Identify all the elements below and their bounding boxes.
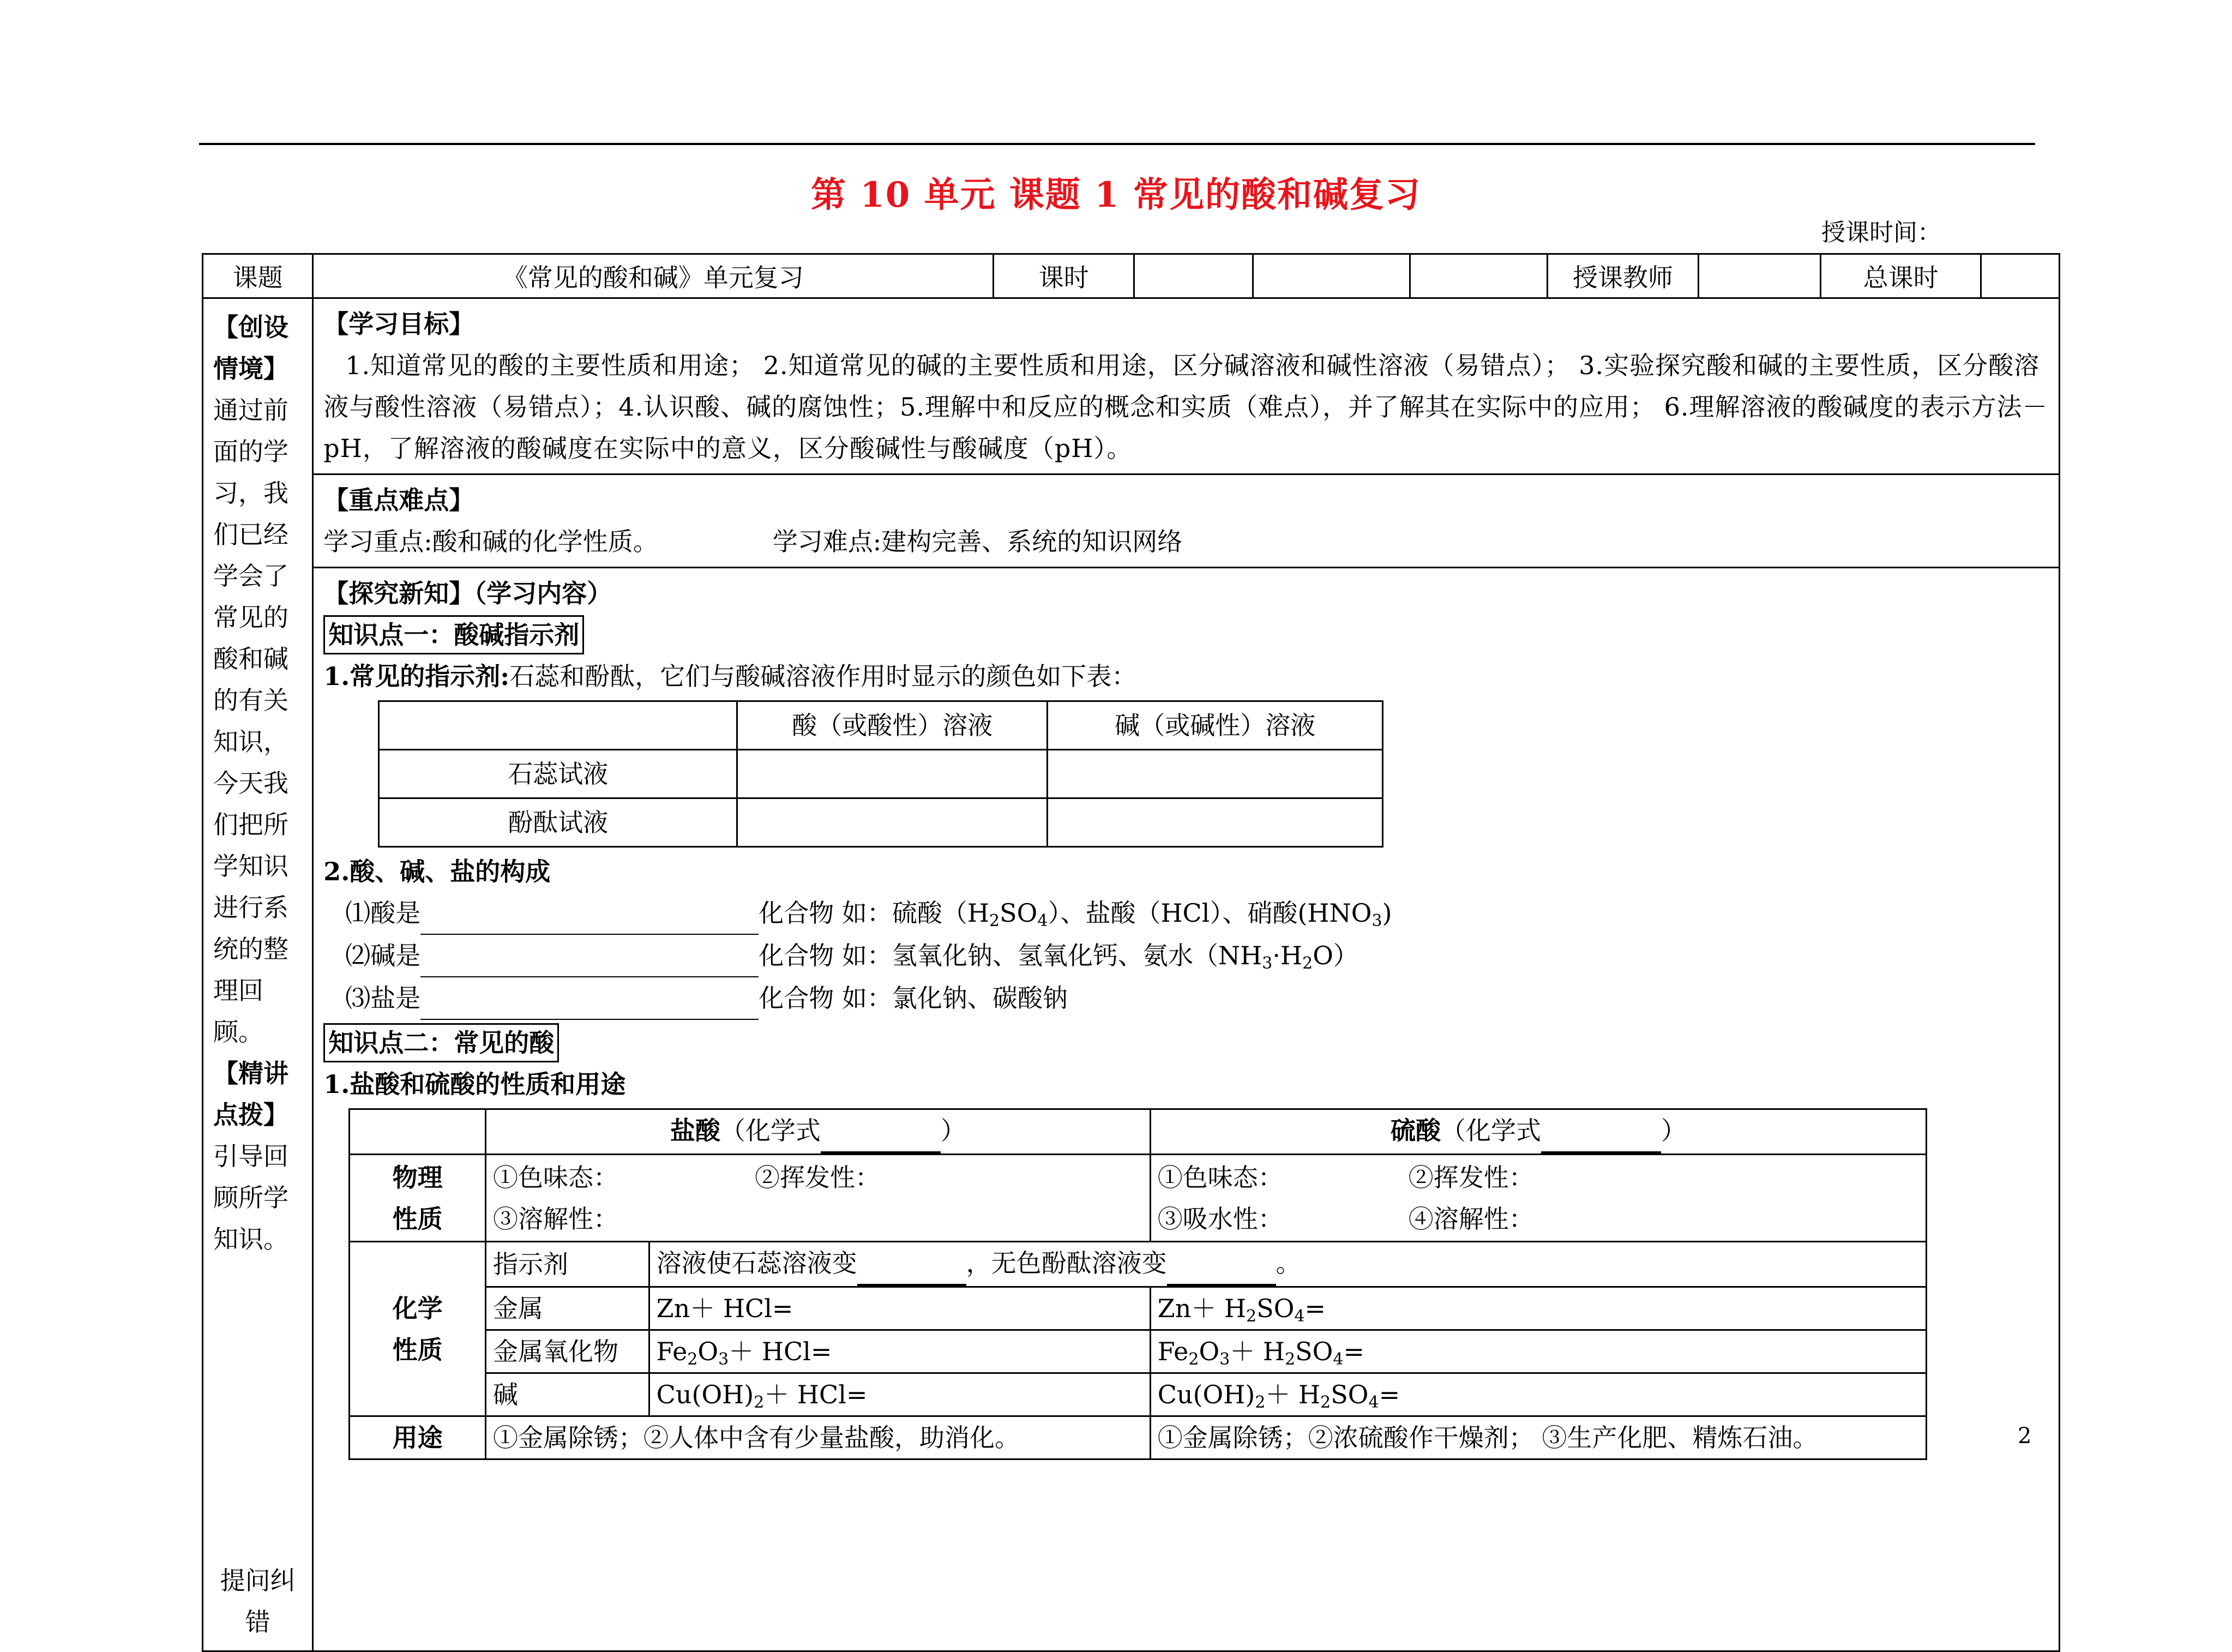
teacher-label: 授课教师 xyxy=(1547,254,1699,298)
knowledge-point-2: 知识点二：常见的酸 xyxy=(323,1023,559,1062)
indicator-content: 溶液使石蕊溶液变 ，无色酚酞溶液变 。 xyxy=(649,1242,1927,1287)
indicator-cell xyxy=(737,750,1048,798)
use-row xyxy=(350,1416,1927,1459)
composition-question: 2.酸、碱、盐的构成 xyxy=(323,857,551,886)
metal-h2so4: $Zn+ H_2SO_4=$ xyxy=(1150,1287,1926,1330)
content-row xyxy=(203,298,2060,1651)
knowledge-point-1: 知识点一：酸碱指示剂 xyxy=(323,615,584,654)
use-label: 用途 xyxy=(350,1416,486,1459)
guidance-text: 引导回顾所学知识。 xyxy=(213,1142,288,1254)
use-h2so4: ①金属除锈；②浓硫酸作干燥剂； ③生产化肥、精炼石油。 xyxy=(1150,1416,1926,1459)
indicator-cell xyxy=(1048,798,1383,847)
indicator-label: 指示剂 xyxy=(485,1242,649,1287)
oxide-label: 金属氧化物 xyxy=(485,1330,649,1373)
indicator-question-bold: 1.常见的指示剂: xyxy=(323,662,510,691)
hcl-physical: ①色味态： ②挥发性： ③溶解性： xyxy=(485,1155,1150,1242)
topic-value: 《常见的酸和碱》单元复习 xyxy=(313,254,994,298)
base-hcl: $Cu(OH)_2+ HCl=$ xyxy=(649,1373,1150,1416)
goals-section xyxy=(314,299,2059,475)
guidance-heading: 【精讲点拨】 xyxy=(213,1059,288,1130)
base-h2so4: $Cu(OH)_2+ H_2SO_4=$ xyxy=(1150,1373,1926,1416)
acid-properties-table xyxy=(348,1108,1927,1460)
indicator-question-text: 石蕊和酚酞，它们与酸碱溶液作用时显示的颜色如下表： xyxy=(509,662,1137,691)
physical-row xyxy=(350,1155,1927,1242)
period-cell-3 xyxy=(1410,254,1547,298)
use-hcl: ①金属除锈；②人体中含有少量盐酸，助消化。 xyxy=(485,1416,1150,1459)
h2so4-physical: ①色味态： ②挥发性： ③吸水性： ④溶解性： xyxy=(1150,1155,1926,1242)
oxide-row xyxy=(350,1330,1927,1373)
indicator-col-acid: 酸（或酸性）溶液 xyxy=(737,701,1048,750)
acid-corner xyxy=(350,1109,486,1155)
key-heading: 【重点难点】 xyxy=(323,485,474,515)
page-number: 2 xyxy=(2018,1423,2032,1449)
salt-definition-line: ⑶盐是 化合物 如：氯化钠、碳酸钠 xyxy=(323,977,2049,1020)
indicator-cell xyxy=(1048,750,1383,798)
acid-head-row xyxy=(350,1109,1927,1155)
h2so4-head: 硫酸（化学式 ） xyxy=(1150,1109,1926,1155)
indicator-row-litmus: 石蕊试液 xyxy=(379,750,737,798)
period-cell-1 xyxy=(1134,254,1253,298)
indicator-col-base: 碱（或碱性）溶液 xyxy=(1048,701,1383,750)
lesson-plan-table xyxy=(202,253,2060,1652)
acids-question: 1.盐酸和硫酸的性质和用途 xyxy=(323,1070,626,1099)
indicator-table xyxy=(378,700,1383,848)
physical-label: 物理 性质 xyxy=(350,1155,486,1242)
goals-text: 1.知道常见的酸的主要性质和用途； 2.知道常见的碱的主要性质和用途，区分碱溶液和碱性溶液（易错点）； 3.实验探究酸和碱的主要性质，区分酸溶液与酸性溶液（易错点）；4.认识酸、碱的腐蚀性；5.理解中和反应的概念和实质（难点），并了解其在实际中的应用； 6.理解溶液的酸碱度的表示方法－pH，了解溶液的酸碱度在实际中的意义，区分酸碱性与酸碱度（pH）。 xyxy=(323,351,2048,463)
period-label: 课时 xyxy=(994,254,1134,298)
base-label: 碱 xyxy=(485,1373,649,1416)
acid-definition-line: ⑴酸是 化合物 如：硫酸$(H_2SO_4)$、盐酸（HCl）、硝酸$(HNO_3)$ xyxy=(323,892,2049,935)
scenario-text: 通过前面的学习，我们已经学会了常见的酸和碱的有关知识，今天我们把所学知识进行系统的整理回顾。 xyxy=(213,395,288,1047)
total-label: 总课时 xyxy=(1821,254,1981,298)
error-correction-text: 提问纠错 xyxy=(220,1566,296,1637)
topic-label: 课题 xyxy=(203,254,313,298)
indicator-cell xyxy=(737,798,1048,847)
key-difficulty: 学习难点:建构完善、系统的知识网络 xyxy=(772,527,1183,556)
hcl-head: 盐酸（化学式 ） xyxy=(485,1109,1150,1155)
metal-hcl: Zn＋ HCl= xyxy=(649,1287,1150,1330)
oxide-h2so4: $Fe_2O_3+ H_2SO_4=$ xyxy=(1150,1330,1926,1373)
metal-label: 金属 xyxy=(485,1287,649,1330)
key-section xyxy=(314,475,2059,568)
chemical-label: 化学 性质 xyxy=(350,1242,486,1416)
metal-row xyxy=(350,1287,1927,1330)
top-rule xyxy=(199,143,2035,145)
left-column xyxy=(203,298,313,1651)
page-title: 第 10 单元 课题 1 常见的酸和碱复习 xyxy=(811,175,1421,215)
right-column xyxy=(313,298,2060,1651)
base-row xyxy=(350,1373,1927,1416)
teacher-value xyxy=(1699,254,1821,298)
key-focus: 学习重点:酸和碱的化学性质。 xyxy=(323,527,658,556)
indicator-row-phenolphthalein: 酚酞试液 xyxy=(379,798,737,847)
explore-heading: 【探究新知】（学习内容） xyxy=(323,579,612,608)
base-definition-line: ⑵碱是 化合物 如：氢氧化钠、氢氧化钙、氨水$(NH_3\cdot H_2O)$ xyxy=(323,935,2049,977)
indicator-row xyxy=(350,1242,1927,1287)
oxide-hcl: $Fe_2O_3+ HCl=$ xyxy=(649,1330,1150,1373)
class-time-label: 授课时间： xyxy=(1821,219,1941,247)
indicator-corner xyxy=(379,701,737,750)
total-value xyxy=(1981,254,2060,298)
explore-section xyxy=(314,568,2059,1464)
period-cell-2 xyxy=(1253,254,1410,298)
header-row xyxy=(203,254,2060,298)
scenario-heading: 【创设情境】 xyxy=(213,313,288,383)
goals-heading: 【学习目标】 xyxy=(323,309,474,339)
